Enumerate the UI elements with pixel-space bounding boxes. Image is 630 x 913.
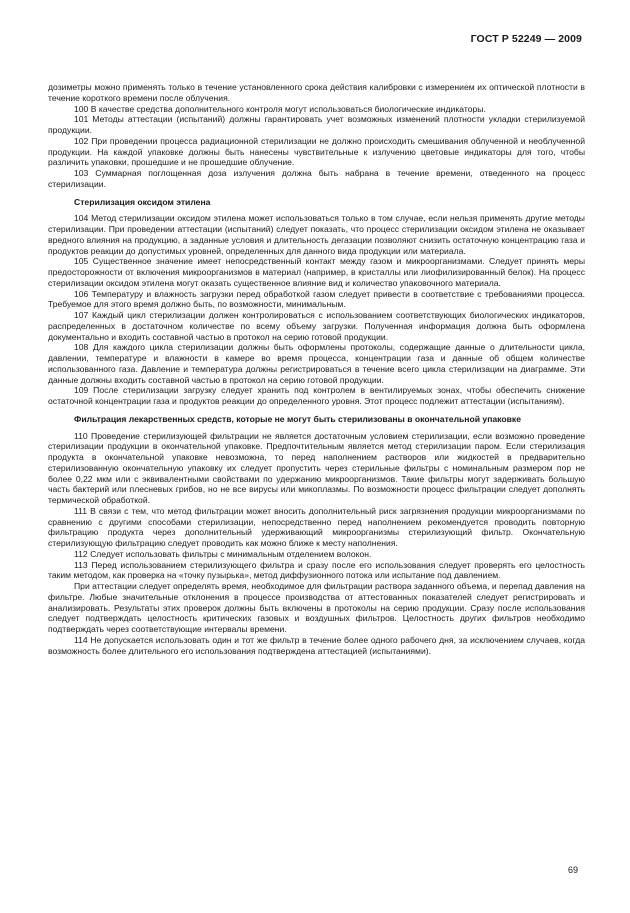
section-heading-filtration: Фильтрация лекарственных средств, которые не могут быть стерилизованы в окончательной упаковке	[74, 413, 521, 424]
paragraph-113: 113 Перед использованием стерилизующего фильтра и сразу после его использования следует проверять его целостность таким методом, как проверка на «точку пузырька», метод диффузионного потока или испытание под давлением.	[48, 559, 585, 581]
paragraph-105: 105 Существенное значение имеет непосредственный контакт между газом и микроорганизмами. Следует принять меры предосторожности от включения микроорганизмов в материал (например, в кристаллы или лиофилизированный белок). На процесс стерилизации оксидом этилена могут оказать существенное влияние вид и количество упаковочного материала.	[48, 256, 585, 288]
paragraph-100: 100 В качестве средства дополнительного контроля могут использоваться биологические индикаторы.	[74, 103, 486, 114]
paragraph-113-cont: При аттестации следует определять время, необходимое для фильтрации раствора заданного объема, и перепад давления на фильтре. Любые значительные отклонения в процессе производства от аттестованных показателей следует регистрировать и анализировать. Результаты этих проверок должны быть включены в протоколы на серию продукции. Сразу после использования следует подтверждать целостность критических газовых и воздушных фильтров. Целостность других фильтров необходимо подтверждать через соответствующие интервалы времени.	[48, 581, 585, 634]
paragraph-112: 112 Следует использовать фильтры с минимальным отделением волокон.	[74, 548, 372, 559]
paragraph-110: 110 Проведение стерилизующей фильтрации не является достаточным условием стерилизации, если возможно проведение стерилизации продукции в окончательной упаковке. Предпочтительным является метод стерилизации паром. Если стерилизация продукта в окончательной упаковке невозможна, то перед наполнением растворов или жидкостей в предварительно стерилизованную окончательную упаковку их следует пропустить через стерильные фильтры с номинальным размером пор не более 0,22 мкм или с эквивалентными свойствами по удержанию микроорганизмов. Такие фильтры могут задерживать большую часть бактерий или плесневых грибов, но не все вирусы или микоплазмы. По возможности процесс фильтрации следует дополнять термической обработкой.	[48, 430, 585, 505]
paragraph-107: 107 Каждый цикл стерилизации должен контролироваться с использованием соответствующих биологических индикаторов, распределенных в достаточном количестве по всему объему загрузки. Полученная информация должна быть оформлена документально и входить составной частью в протокол на серию готовой продукции.	[48, 310, 585, 342]
paragraph-104: 104 Метод стерилизации оксидом этилена может использоваться только в том случае, если нельзя применять другие методы стерилизации. При проведении аттестации (испытаний) следует показать, что процесс стерилизации оксидом этилена не оказывает вредного влияния на продукцию, а заданные условия и длительность дегазации позволяют снизить остаточную концентрацию газа и продуктов реакции до допустимых уровней, определенных для данного вида продукции или материала.	[48, 213, 585, 256]
paragraph-101: 101 Методы аттестации (испытаний) должны гарантировать учет возможных изменений плотности укладки стерилизуемой продукции.	[48, 114, 585, 135]
paragraph-114: 114 Не допускается использовать один и тот же фильтр в течение более одного рабочего дня, за исключением случаев, когда возможность более длительного его использования подтверждена аттестацией (испытаниями).	[48, 634, 585, 656]
paragraph-103: 103 Суммарная поглощенная доза излучения должна быть набрана в течение времени, отведенного на процесс стерилизации.	[48, 168, 585, 189]
document-body	[48, 82, 585, 656]
paragraph-continuation: дозиметры можно применять только в течение установленного срока действия калибровки с измерением их оптической плотности в течение короткого времени после облучения.	[48, 82, 585, 103]
paragraph-109: 109 После стерилизации загрузку следует хранить под контролем в вентилируемых зонах, чтобы обеспечить снижение остаточной концентрации газа и продуктов реакции до определенного уровня. Этот процесс подлежит аттестации (испытаниям).	[48, 385, 585, 406]
section-heading-ethylene-oxide: Стерилизация оксидом этилена	[74, 196, 211, 207]
paragraph-106: 106 Температуру и влажность загрузки перед обработкой газом следует привести в соответствие с требованиями процесса. Требуемое для этого время должно быть, по возможности, минимальным.	[48, 288, 585, 310]
paragraph-102: 102 При проведении процесса радиационной стерилизации не должно происходить смешивания облученной и необлученной продукции. На каждой упаковке должны быть нанесены чувствительные к излучению цветовые индикаторы для того, чтобы различить упаковки, прошедшие и не прошедшие облучение.	[48, 135, 585, 168]
paragraph-108: 108 Для каждого цикла стерилизации должны быть оформлены протоколы, содержащие данные о длительности цикла, давлении, температуре и влажности в камере во время процесса, концентрации газа и данные об общем количестве использованного газа. Давление и температура должны регистрироваться в течение всего цикла стерилизации на диаграмме. Эти данные должны входить составной частью в протокол на серию готовой продукции.	[48, 342, 585, 385]
document-id-header: ГОСТ Р 52249 — 2009	[470, 33, 582, 45]
paragraph-111: 111 В связи с тем, что метод фильтрации может вносить дополнительный риск загрязнения продукции микроорганизмами по сравнению с другими способами стерилизации, непосредственно перед наполнением рекомендуется проводить повторную фильтрацию продукта через дополнительный удерживающий микроорганизмы стерилизующий фильтр. Окончательную стерилизующую фильтрацию следует проводить как можно ближе к месту наполнения.	[48, 505, 585, 548]
page-number: 69	[567, 865, 578, 875]
